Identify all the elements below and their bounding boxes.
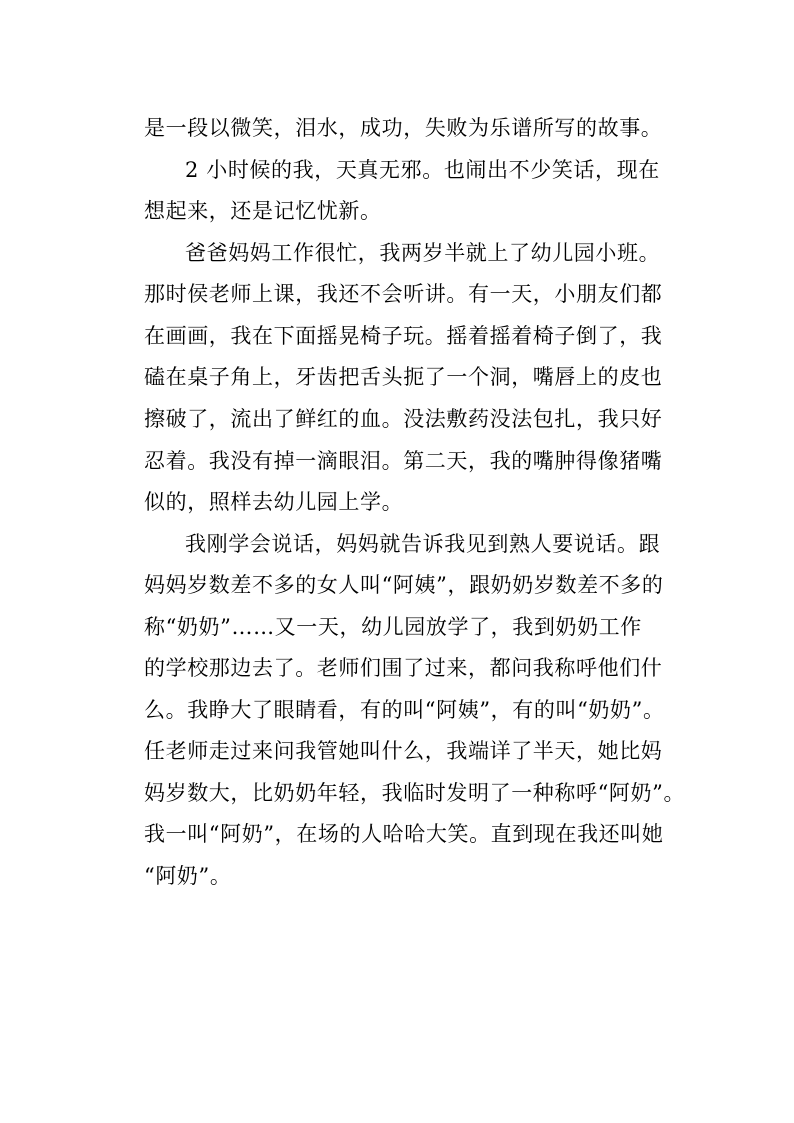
text-line: 么。我睁大了眼睛看，有的叫“阿姨”，有的叫“奶奶”。	[144, 698, 665, 722]
text-line: 2 小时候的我，天真无邪。也闹出不少笑话，现在	[185, 158, 660, 182]
text-line: 任老师走过来问我管她叫什么，我端详了半天，她比妈	[144, 739, 663, 763]
text-line: 妈岁数大，比奶奶年轻，我临时发明了一种称呼“阿奶”。	[144, 781, 686, 805]
text-line: 是一段以微笑，泪水，成功，失败为乐谱所写的故事。	[144, 116, 663, 140]
text-line: 我刚学会说话，妈妈就告诉我见到熟人要说话。跟	[185, 532, 661, 556]
text-line: 爸爸妈妈工作很忙，我两岁半就上了幼儿园小班。	[185, 241, 661, 265]
text-line: 想起来，还是记忆忧新。	[144, 199, 382, 223]
text-line: 我一叫“阿奶”，在场的人哈哈大笑。直到现在我还叫她	[144, 822, 664, 846]
text-line: 的学校那边去了。老师们围了过来，都问我称呼他们什	[144, 656, 663, 680]
text-line: 擦破了，流出了鲜红的血。没法敷药没法包扎，我只好	[144, 407, 663, 431]
text-line: 称“奶奶”……又一天，幼儿园放学了，我到奶奶工作	[144, 615, 642, 639]
text-line: “阿奶”。	[144, 864, 232, 888]
text-line: 在画画，我在下面摇晃椅子玩。摇着摇着椅子倒了，我	[144, 324, 663, 348]
text-line: 磕在桌子角上，牙齿把舌头扼了一个洞，嘴唇上的皮也	[144, 365, 663, 389]
text-line: 妈妈岁数差不多的女人叫“阿姨”，跟奶奶岁数差不多的	[144, 573, 664, 597]
text-line: 那时侯老师上课，我还不会听讲。有一天，小朋友们都	[144, 282, 663, 306]
text-line: 忍着。我没有掉一滴眼泪。第二天，我的嘴肿得像猪嘴	[144, 449, 663, 473]
text-line: 似的，照样去幼儿园上学。	[144, 490, 404, 514]
